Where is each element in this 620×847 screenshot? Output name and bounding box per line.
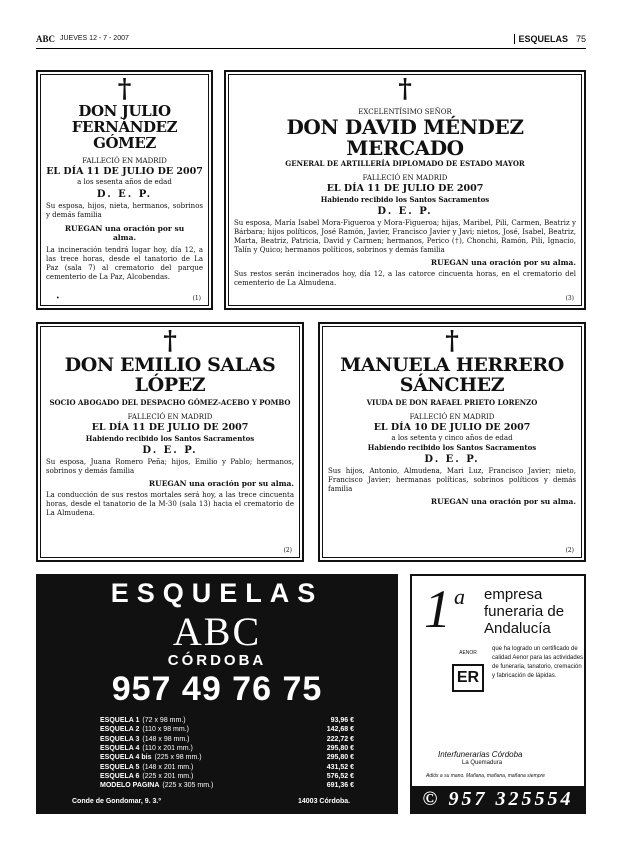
cross-icon: † — [398, 74, 412, 104]
rate-row — [100, 716, 354, 725]
ceremony-note: La incineración tendrá lugar hoy, día 12, a las trece horas, desde el tanatorio de La Paz (sala 7) al crematorio del parque cementerio de La Paz, Alcobendas. — [46, 246, 203, 282]
ad-tagline: Adiós a su mano. Mañana, mañana, mañana siempre — [426, 773, 545, 779]
bullet: • — [56, 295, 60, 302]
obituary-salas — [36, 322, 304, 562]
rate-label: ESQUELA 5 — [100, 763, 140, 771]
rate-size: (225 x 305 mm.) — [162, 782, 214, 790]
deceased-title: GENERAL DE ARTILLERÍA DIPLOMADO DE ESTADO MAYOR — [285, 159, 525, 168]
abc-esquelas-ad — [36, 574, 398, 814]
died-place: FALLECIÓ EN MADRID — [362, 174, 448, 182]
rate-size: (225 x 201 mm.) — [142, 772, 194, 780]
rate-size: (72 x 98 mm.) — [142, 717, 186, 725]
ad-body: que ha logrado un certificado de calidad Aenor para las actividades de funeraria, tanatorio, cremación y fabricación de lápidas. — [492, 646, 584, 679]
rate-size: (148 x 201 mm.) — [142, 763, 194, 771]
rate-price: 93,96 € — [330, 717, 354, 725]
obituary-mendez — [224, 70, 586, 310]
ad-address: Conde de Gondomar, 9. 3.º — [72, 798, 161, 805]
rate-row — [100, 725, 354, 734]
rate-size: (148 x 98 mm.) — [142, 735, 190, 743]
deceased-name: DON JULIO FERNÁNDEZ GÓMEZ — [71, 102, 178, 152]
page-header — [36, 34, 586, 49]
ceremony-note: Sus restos serán incinerados hoy, día 12, a las catorce cincuenta horas, en el crematorio del cementerio de La Almudena. — [234, 270, 576, 287]
ad-telephone: © 957 325554 — [412, 786, 584, 812]
rate-row — [100, 772, 354, 781]
rate-size: (110 x 201 mm.) — [142, 745, 193, 753]
death-date: EL DÍA 11 DE JULIO DE 2007 — [91, 421, 249, 433]
rate-label: ESQUELA 1 — [100, 717, 140, 725]
rate-label: ESQUELA 4 — [100, 745, 140, 753]
prayer-request: RUEGAN una oración por su alma. — [430, 258, 576, 267]
ref-number: (2) — [283, 547, 292, 554]
rate-label: ESQUELA 2 — [100, 726, 140, 734]
prayer-request: RUEGAN una oración por su alma. — [148, 478, 294, 488]
rate-price: 142,68 € — [326, 726, 354, 734]
ad-phone: 957 49 76 75 — [111, 670, 323, 708]
rate-label: MODELO PAGINA — [100, 782, 160, 790]
rate-price: 295,80 € — [326, 745, 354, 753]
rip: D. E. P. — [424, 453, 480, 465]
section-title: ESQUELAS — [514, 34, 568, 44]
aenor-label: AENOR — [459, 650, 477, 656]
rip: D. E. P. — [96, 189, 153, 201]
age: a los sesenta años de edad — [77, 178, 172, 187]
ad-headline: empresa funeraria de Andalucía — [484, 586, 565, 637]
ad-firm: Interfunerarias Córdoba — [438, 750, 523, 759]
death-date: EL DÍA 11 DE JULIO DE 2007 — [326, 183, 484, 194]
honorific: EXCELENTÍSIMO SEÑOR — [358, 108, 452, 116]
ceremony-note: La conducción de sus restos mortales será hoy, a las trece cincuenta horas, desde el tanatorio de la M-30 (sala 13) hacia el crematorio de La Almudena. — [46, 490, 294, 517]
cross-icon: † — [117, 74, 132, 104]
ad-city: CÓRDOBA — [167, 652, 267, 669]
brand-logo: ABC — [36, 34, 56, 44]
ref-number: (1) — [192, 295, 201, 302]
ad-postal: 14003 Córdoba. — [298, 798, 351, 805]
rate-row — [100, 781, 354, 790]
ad-sub: La Quemadura — [462, 760, 503, 766]
page-number: 75 — [575, 34, 586, 44]
died-place: FALLECIÓ EN MADRID — [409, 412, 495, 421]
rate-price: 431,52 € — [326, 763, 354, 771]
death-date: EL DÍA 10 DE JULIO DE 2007 — [373, 421, 531, 433]
sacraments: Habiendo recibido los Santos Sacramentos — [320, 195, 490, 204]
death-date: EL DÍA 11 DE JULIO DE 2007 — [46, 166, 203, 178]
rate-label: ESQUELA 4 bis — [100, 754, 152, 762]
age: a los setenta y cinco años de edad — [391, 433, 513, 442]
cross-icon: † — [163, 326, 177, 356]
rate-row — [100, 762, 354, 771]
sacraments: Habiendo recibido los Santos Sacramentos — [367, 442, 537, 452]
rate-row — [100, 735, 354, 744]
rate-label: ESQUELA 6 — [100, 772, 140, 780]
obituary-herrero — [318, 322, 586, 562]
ad-title: ESQUELAS — [110, 578, 324, 608]
issue-date: JUEVES 12 - 7 - 2007 — [60, 35, 129, 42]
rate-price: 576,52 € — [326, 772, 354, 780]
rate-price: 222,72 € — [326, 735, 354, 743]
prayer-request: RUEGAN una oración por su alma. — [64, 224, 185, 243]
rate-size: (225 x 98 mm.) — [154, 754, 202, 762]
rate-row — [100, 744, 354, 753]
deceased-name: DON DAVID MÉNDEZ MERCADO — [286, 115, 524, 160]
ref-number: (2) — [565, 547, 574, 554]
sacraments: Habiendo recibido los Santos Sacramentos — [85, 433, 255, 443]
family: Su esposa, Juana Romero Peña; hijos, Emilio y Pablo; hermanos, sobrinos y demás familia — [46, 457, 294, 475]
family: Su esposa, hijos, nieta, hermanos, sobrinos y demás familia — [46, 202, 203, 220]
rate-label: ESQUELA 3 — [100, 735, 140, 743]
rates-table — [100, 716, 354, 790]
deceased-title: SOCIO ABOGADO DEL DESPACHO GÓMEZ-ACEBO Y POMBO — [49, 397, 291, 407]
rate-size: (110 x 98 mm.) — [142, 726, 189, 734]
ref-number: (3) — [565, 295, 574, 302]
rip: D. E. P. — [377, 206, 433, 217]
died-place: FALLECIÓ EN MADRID — [82, 157, 167, 166]
deceased-title: VIUDA DE DON RAFAEL PRIETO LORENZO — [366, 397, 538, 407]
ad-first: 1 — [424, 579, 451, 639]
ad-brand: ABC — [172, 609, 262, 654]
rate-price: 691,36 € — [326, 782, 354, 790]
rate-row — [100, 753, 354, 762]
ad-ordinal: a — [454, 584, 465, 609]
deceased-name: DON EMILIO SALAS LÓPEZ — [64, 354, 276, 396]
obituary-fernandez — [36, 70, 213, 310]
died-place: FALLECIÓ EN MADRID — [127, 412, 213, 421]
rip: D. E. P. — [142, 444, 198, 456]
rate-price: 295,80 € — [326, 754, 354, 762]
deceased-name: MANUELA HERRERO SÁNCHEZ — [340, 354, 564, 396]
prayer-request: RUEGAN una oración por su alma. — [430, 496, 576, 506]
family: Su esposa, María Isabel Mora-Figueroa y Mora-Figueroa; hijas, Maribel, Pili, Carmen, Beatriz y Bárbara; hijos políticos, José Ramón, Javier, Francisco Javier y Javi; nietos, José, Isabel, Beatriz, Marta, Beatriz, Patricia, David y Carmen; hermanos, Perico (†), Chonchi, Ramón, Pili, Ignacio, Talín y Quico; hermanos políticos, sobrinos y demás familia — [234, 219, 576, 254]
cross-icon: † — [445, 326, 459, 356]
family: Sus hijos, Antonio, Almudena, Mari Luz, Francisco Javier; nieto, Francisco Javier; hermanas políticas, sobrinos políticos y demás familia — [328, 466, 576, 493]
funeral-company-ad — [410, 574, 586, 814]
aenor-er-logo: ER — [452, 664, 484, 692]
